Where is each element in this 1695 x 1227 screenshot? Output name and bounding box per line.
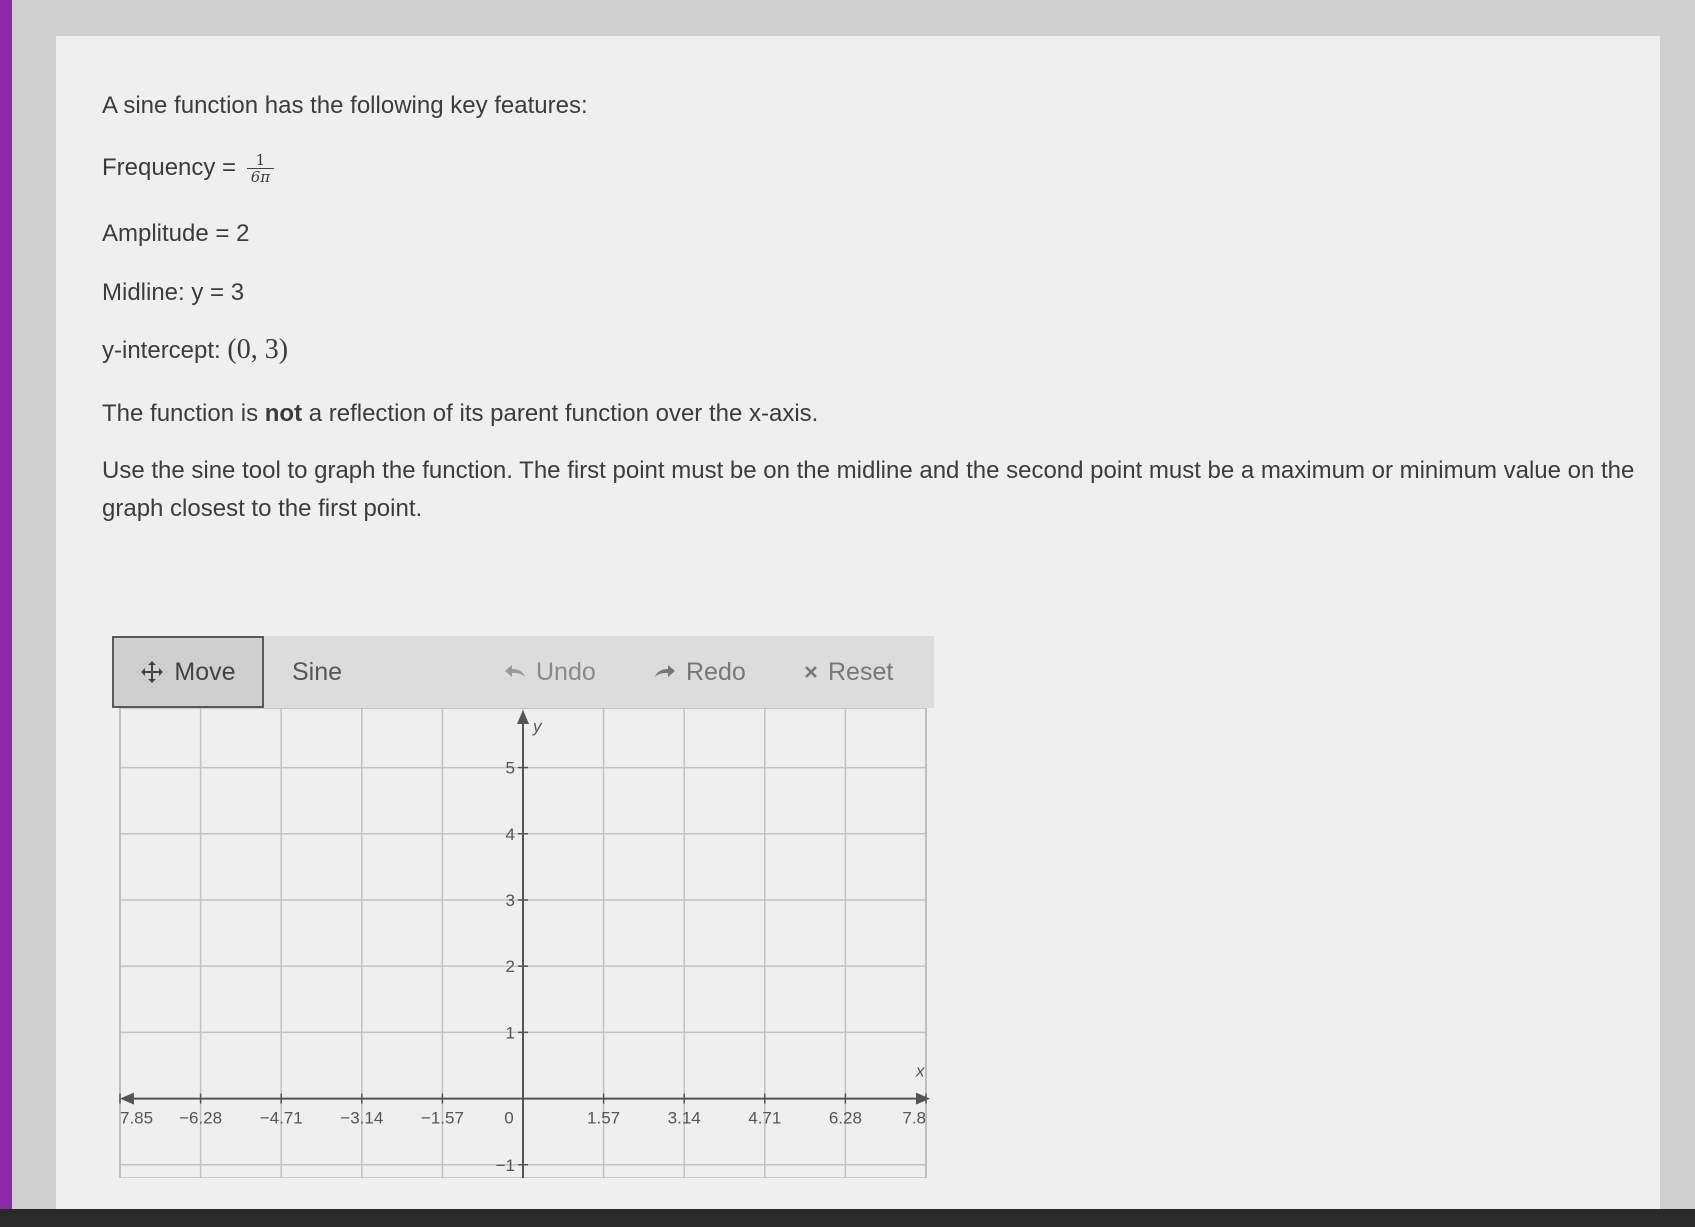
x-tick-label: 4.71	[748, 1108, 782, 1128]
reflection-line	[102, 400, 818, 428]
redo-button[interactable]	[654, 636, 804, 708]
x-tick-label: 7.85	[120, 1108, 154, 1128]
sine-tool-button[interactable]	[264, 636, 504, 708]
y-tick-label: 1	[505, 1023, 515, 1043]
undo-icon	[504, 664, 526, 680]
x-tick-label: −1.57	[420, 1108, 464, 1128]
x-tick-label: 6.28	[828, 1108, 862, 1128]
graph-toolbar	[112, 636, 934, 708]
yintercept-value: (0, 3)	[227, 334, 289, 365]
question-intro: A sine function has the following key features:	[102, 92, 588, 119]
midline-line: Midline: y = 3	[102, 279, 245, 306]
frequency-numerator: 1	[247, 152, 274, 169]
x-tick-label: 3.14	[667, 1108, 701, 1128]
amplitude-line: Amplitude = 2	[102, 220, 250, 247]
reset-label: Reset	[828, 657, 894, 686]
coordinate-plane[interactable]	[112, 708, 934, 1178]
reflection-text-start: The function is	[102, 400, 265, 427]
move-button[interactable]	[112, 636, 264, 708]
x-tick-label: −3.14	[340, 1108, 384, 1128]
redo-icon	[654, 664, 676, 680]
reset-button[interactable]	[804, 636, 934, 708]
x-tick-label: 0	[504, 1108, 514, 1128]
x-axis-label: x	[916, 1061, 925, 1081]
y-tick-label: 2	[505, 957, 515, 977]
frequency-fraction	[247, 152, 274, 185]
window-bottom-edge	[0, 1209, 1695, 1227]
undo-label: Undo	[536, 657, 596, 686]
yintercept-label: y-intercept:	[102, 337, 228, 364]
graph-area[interactable]	[112, 708, 934, 1178]
move-icon	[140, 660, 164, 684]
y-tick-label: 4	[505, 824, 515, 844]
undo-button[interactable]	[504, 636, 654, 708]
y-tick-label: 3	[505, 890, 515, 910]
frequency-denominator: 6π	[250, 168, 271, 186]
y-tick-label: −1	[495, 1155, 515, 1175]
reflection-text-end: a reflection of its parent function over the x-axis.	[302, 400, 819, 427]
redo-label: Redo	[686, 657, 746, 686]
window-left-edge	[0, 0, 12, 1227]
reflection-emphasis: not	[264, 400, 303, 427]
question-card	[56, 36, 1660, 1211]
x-tick-label: −4.71	[259, 1108, 303, 1128]
close-icon	[804, 665, 818, 679]
x-tick-label: 1.57	[587, 1108, 621, 1128]
x-tick-label: −6.28	[179, 1108, 223, 1128]
frequency-label: Frequency =	[102, 153, 243, 181]
sine-label: Sine	[292, 657, 343, 686]
frequency-line	[102, 152, 274, 185]
yintercept-line	[102, 334, 288, 366]
y-axis-label: y	[533, 717, 542, 736]
x-tick-label: 7.8	[902, 1108, 926, 1128]
y-tick-label: 5	[505, 758, 515, 778]
instruction-text: Use the sine tool to graph the function. The first point must be on the midline and the second point must be a maximum or minimum value on the graph closest to the first point.	[102, 457, 1635, 522]
move-label: Move	[174, 657, 236, 686]
